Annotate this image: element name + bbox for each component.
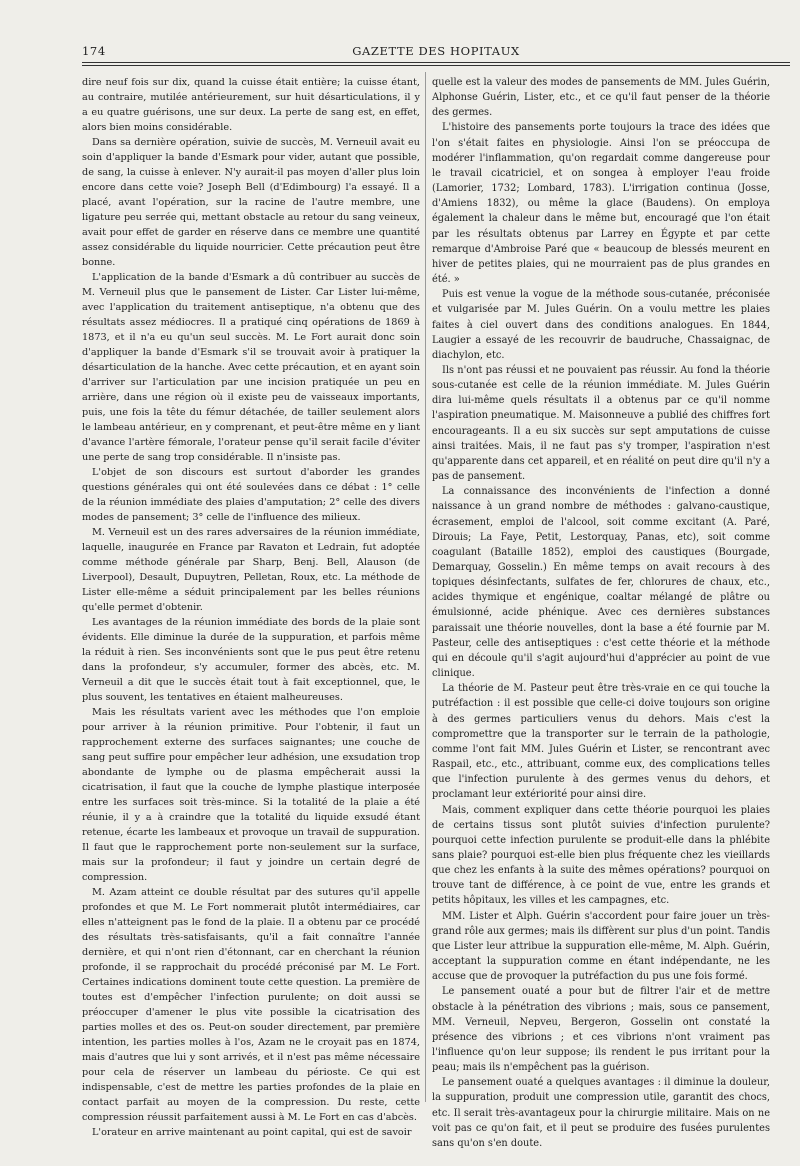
paragraph: Mais les résultats varient avec les méthodes que l'on emploie pour arriver à la réunion primitive. Pour l'obtenir, il faut un rapprochement externe des surfaces saignantes; une couche de sang peut suffire pour empêcher leur adhésion, une exsudation trop abondante de lymphe ou de plasma empêcherait aussi la cicatrisation, il faut que la couche de lymphe plastique interposée entre les surfaces soit très-mince. Si la totalité de la plaie a été réunie, il y a à craindre que la totalité du liquide exsudé étant retenue, écarte les lambeaux et provoque un travail de suppuration. Il faut que le rapprochement porte non-seulement sur la surface, mais sur la profondeur; il faut y joindre un certain degré de compression.	[82, 707, 420, 883]
paragraph: Mais, comment expliquer dans cette théorie pourquoi les plaies de certains tissus sont plutôt suivies d'infection purulente? pourquoi cette infection purulente se produit-elle dans la phlébite sans plaie? pourquoi est-elle bien plus fréquente chez les vieillards que chez les enfants à la suite des mêmes opérations? pourquoi on trouve tant de différence, à ce point de vue, entre les grands et petits hôpitaux, les villes et les campagnes, etc.	[432, 804, 770, 907]
paragraph: Le pansement ouaté a pour but de filtrer l'air et de mettre obstacle à la pénétration des vibrions ; mais, sous ce pansement, MM. Verneuil, Nepveu, Bergeron, Gosselin ont constaté la présence des vibrions ; et ces vibrions n'ont vraiment pas l'influence qu'on leur suppose; ils rendent le pus irritant pour la peau; mais ils n'empêchent pas la guérison.	[432, 986, 770, 1074]
paragraph: L'application de la bande d'Esmark a dû contribuer au succès de M. Verneuil plus que le pansement de Lister. Car Lister lui-même, avec l'application du traitement antiseptique, n'a obtenu que des résultats assez médiocres. Il a pratiqué cinq opérations de 1869 à 1873, et il n'a eu qu'un seul succès. M. Le Fort aurait donc soin d'appliquer la bande d'Esmark s'il se trouvait avoir à pratiquer la désarticulation de la hanche. Avec cette précaution, et en ayant soin d'arriver sur l'articulation par une incision pratiquée un peu en arrière, dans une région où il existe peu de vaisseaux importants, puis, une fois la tête du fémur détachée, de tailler seulement alors le lambeau antérieur, en y comprenant, et peut-être même en y liant d'avance l'artère fémorale, l'orateur pense qu'il serait facile d'éviter une perte de sang trop considérable. Il n'insiste pas.	[82, 272, 420, 463]
header-rule-top	[82, 62, 790, 63]
journal-title: GAZETTE DES HOPITAUX	[352, 44, 520, 58]
paragraph: M. Azam atteint ce double résultat par des sutures qu'il appelle profondes et que M. Le Fort nommerait plutôt intermédiaires, car elles n'atteignent pas le fond de la plaie. Il a obtenu par ce procédé des résultats très-satisfaisants, qu'il a fait connaître l'année dernière, et qui n'ont rien d'étonnant, car en cherchant la réunion profonde, il se rapprochait du procédé préconisé par M. Le Fort. Certaines indications dominent toute cette question. La première de toutes est d'empêcher l'infection purulente; on doit aussi se préoccuper d'amener le plus vite possible la cicatrisation des parties molles et des os. Peut-on souder directement, par première intention, les parties molles à l'os, Azam ne le croyait pas en 1874, mais d'autres que lui y sont arrivés, et il n'est pas même nécessaire pour cela de réserver un lambeau du périoste. Ce qui est indispensable, c'est de mettre les parties profondes de la plaie en contact parfait au moyen de la compression. Du reste, cette compression réussit parfaitement aussi à M. Le Fort en cas d'abcès.	[82, 887, 420, 1123]
right-column	[432, 75, 770, 1151]
paragraph: La théorie de M. Pasteur peut être très-vraie en ce qui touche la putréfaction : il est possible que celle-ci doive toujours son origine à des germes particuliers venus du dehors. Mais c'est la compromettre que la transporter sur le terrain de la pathologie, comme l'ont fait MM. Jules Guérin et Lister, se rencontrant avec Raspail, etc., etc., attribuant, comme eux, des complications telles que l'infection purulente à des germes venus du dehors, et proclamant leur extériorité pour ainsi dire.	[432, 683, 770, 801]
paragraph: L'objet de son discours est surtout d'aborder les grandes questions générales qui ont été soulevées dans ce débat : 1° celle de la réunion immédiate des plaies d'amputation; 2° celle des divers modes de pansement; 3° celle de l'influence des milieux.	[82, 467, 420, 523]
paragraph: MM. Lister et Alph. Guérin s'accordent pour faire jouer un très-grand rôle aux germes; mais ils diffèrent sur plus d'un point. Tandis que Lister leur attribue la suppuration elle-même, M. Alph. Guérin, acceptant la suppuration comme en étant indépendante, ne les accuse que de provoquer la putréfaction du pus une fois formé.	[432, 910, 770, 983]
column-divider	[425, 72, 426, 1102]
paragraph: dire neuf fois sur dix, quand la cuisse était entière; la cuisse étant, au contraire, mutilée antérieurement, sur huit désarticulations, il y a eu quatre guérisons, une sur deux. La perte de sang est, en effet, alors bien moins considérable.	[82, 77, 420, 133]
paragraph: Ils n'ont pas réussi et ne pouvaient pas réussir. Au fond la théorie sous-cutanée est celle de la réunion immédiate. M. Jules Guérin dira lui-même quels résultats il a obtenus par ce qu'il nomme l'aspiration pneumatique. M. Maisonneuve a publié des chiffres fort encourageants. Il a eu six succès sur sept amputations de cuisse ainsi traitées. Mais, il ne faut pas s'y tromper, l'aspiration n'est qu'apparente dans cet appareil, et en réalité on peut dire qu'il n'y a pas de pansement.	[432, 364, 770, 483]
page-number: 174	[82, 44, 106, 58]
paragraph: Dans sa dernière opération, suivie de succès, M. Verneuil avait eu soin d'appliquer la bande d'Esmark pour vider, autant que possible, de sang, la cuisse à enlever. N'y aurait-il pas moyen d'aller plus loin encore dans cette voie? Joseph Bell (d'Edimbourg) l'a essayé. Il a placé, avant l'opération, sur la racine de l'autre membre, une ligature peu serrée qui, mettant obstacle au retour du sang veineux, avait pour effet de garder en réserve dans ce membre une quantité assez considérable du liquide nourricier. Cette précaution peut être bonne.	[82, 137, 420, 268]
paragraph: La connaissance des inconvénients de l'infection a donné naissance à un grand nombre de méthodes : galvano-caustique, écrasement, emploi de l'alcool, soit comme excitant (A. Paré, Dirouis; La Faye, Petit, Lestorquay, Panas, etc), soit comme coagulant (Bataille 1852), emploi des caustiques (Bourgade, Demarquay, Gosselin.) En même temps on avait recours à des topiques désinfectants, sulfates de fer, chlorures de chaux, etc., acides thymique et engénique, coaltar mélangé de plâtre ou émulsionné, acide phénique. Avec ces dernières substances paraissait une théorie nouvelles, dont la base a été fournie par M. Pasteur, celle des antiseptiques : c'est cette théorie et la méthode qui en découle qu'il s'agit aujourd'hui d'apprécier au point de vue clinique.	[432, 486, 770, 680]
header-rule-bottom	[82, 65, 790, 66]
page-header	[82, 41, 790, 63]
paragraph: L'orateur en arrive maintenant au point capital, qui est de savoir	[92, 1127, 412, 1138]
left-column	[82, 75, 420, 1140]
paragraph: Puis est venue la vogue de la méthode sous-cutanée, préconisée et vulgarisée par M. Jules Guérin. On a voulu mettre les plaies faites à ciel ouvert dans des conditions analogues. En 1844, Laugier a essayé de les recouvrir de baudruche, Chassaignac, de diachylon, etc.	[432, 289, 770, 361]
paragraph: Le pansement ouaté a quelques avantages : il diminue la douleur, la suppuration, produit une compression utile, garantit des chocs, etc. Il serait très-avantageux pour la chirurgie militaire. Mais on ne voit pas ce qu'on fait, et il peut se produire des fusées purulentes sans qu'on s'en doute.	[432, 1077, 770, 1149]
paragraph: Les avantages de la réunion immédiate des bords de la plaie sont évidents. Elle diminue la durée de la suppuration, et parfois même la réduit à rien. Ses inconvénients sont que le pus peut être retenu dans la profondeur, s'y accumuler, former des abcès, etc. M. Verneuil a dit que le succès était tout à fait exceptionnel, que, le plus souvent, les tentatives en étaient malheureuses.	[82, 617, 420, 703]
paragraph: M. Verneuil est un des rares adversaires de la réunion immédiate, laquelle, inaugurée en France par Ravaton et Ledrain, fut adoptée comme méthode générale par Sharp, Benj. Bell, Alauson (de Liverpool), Desault, Dupuytren, Pelletan, Roux, etc. La méthode de Lister elle-même a séduit principalement par les belles réunions qu'elle permet d'obtenir.	[82, 527, 420, 613]
paragraph: L'histoire des pansements porte toujours la trace des idées que l'on s'était faites en physiologie. Ainsi l'on se préoccupa de modérer l'inflammation, qu'on regardait comme dangereuse pour le travail cicatriciel, et on songea à employer l'eau froide (Lamorier, 1732; Lombard, 1783). L'irrigation continua (Josse, d'Amiens 1832), ou même la glace (Baudens). On employa également la chaleur dans le même but, encouragé que l'on était par les résultats obtenus par Larrey en Égypte et par cette remarque d'Ambroise Paré que « beaucoup de blessés meurent en hiver de petites plaies, qui ne mourraient pas de plus grandes en été. »	[432, 122, 770, 286]
paragraph: quelle est la valeur des modes de pansements de MM. Jules Guérin, Alphonse Guérin, Lister, etc., et ce qu'il faut penser de la théorie des germes.	[432, 77, 770, 119]
